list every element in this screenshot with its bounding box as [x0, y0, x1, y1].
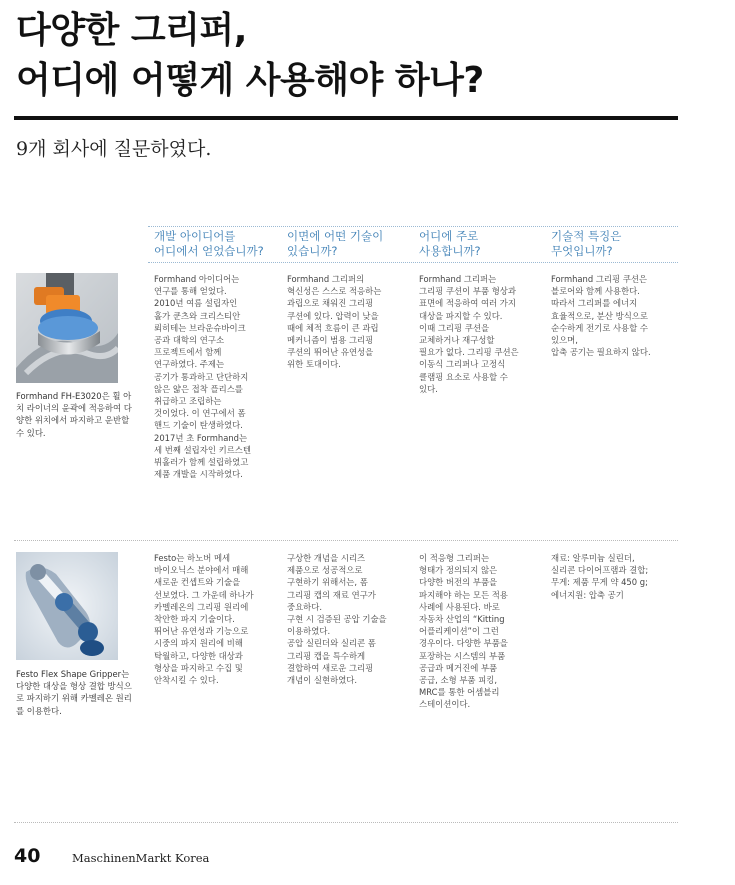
- footer-rule: [14, 822, 678, 823]
- formhand-application-cell: Formhand 그리퍼는 그리핑 쿠션이 부품 형상과 표면에 적응하여 여러 가지 대상을 파지할 수 있다. 이때 그리핑 쿠션을 교체하거나 재구성할 필요가 없다. 그리핑 쿠션은 이동식 그리퍼나 고정식 클램핑 요소로 사용할 수 있다.: [419, 274, 519, 394]
- column-header-features: 기술적 특징은 무엇입니까?: [551, 229, 622, 258]
- row-separator: [14, 540, 678, 541]
- festo-application-cell: 이 적응형 그리퍼는 형태가 정의되지 않은 다양한 버전의 부품을 파지해야 하는 모든 적용 사례에 사용된다. 바로 자동차 산업의 “Kitting 어플리케이션”이 그런 경우이다. 다양한 부품을 포장하는 시스템의 부품 공급과 메거진에 부품 공급, 소형 부품 피킹, MRC를 통한 어셈블리 스테이션이다.: [419, 553, 508, 710]
- festo-technology-cell: 구상한 개념을 시리즈 제품으로 성공적으로 구현하기 위해서는, 폼 그리핑 캡의 재료 연구가 중요하다. 구현 시 검증된 공압 기술을 이용하였다. 공압 실린더와 실리콘 폼 그리핑 캡을 특수하게 결합하여 새로운 그리핑 개념이 실현하였다.: [287, 553, 387, 686]
- formhand-caption: Formhand FH-E3020은 휠 아치 라이너의 윤곽에 적응하여 다양한 위치에서 파지하고 운반할 수 있다.: [16, 391, 132, 438]
- title-line-2: 어디에 어떻게 사용해야 하나?: [16, 60, 484, 101]
- column-header-idea: 개발 아이디어를 어디에서 얻었습니까?: [154, 229, 264, 258]
- column-header-application: 어디에 주로 사용합니까?: [419, 229, 481, 258]
- magazine-name: MaschinenMarkt Korea: [72, 851, 210, 865]
- festo-idea-cell: Festo는 하노버 메세 바이오닉스 분야에서 매해 새로운 컨셉트와 기술을 선보였다. 그 가운데 하나가 카멜레온의 그리핑 원리에 착안한 파지 기술이다. 뛰어난 유연성과 기능으로 시중의 파지 원리에 비해 탁월하고, 다양한 대상과 형상을 파지하고 수집 및 안착시킬 수 있다.: [154, 553, 254, 686]
- article-title: [16, 6, 716, 106]
- festo-gripper-photo: [16, 552, 118, 660]
- header-bottom-rule: [148, 262, 678, 263]
- formhand-technology-cell: Formhand 그리퍼의 혁신성은 스스로 적응하는 과립으로 채워진 그리핑 쿠션에 있다. 압력이 낮을 때에 체적 흐름이 큰 과립 메커니즘이 범용 그리핑 쿠션의 뛰어난 유연성을 위한 토대이다.: [287, 274, 382, 370]
- column-header-technology: 이면에 어떤 기술이 있습니까?: [287, 229, 384, 258]
- article-subtitle: 9개 회사에 질문하였다.: [16, 138, 212, 160]
- title-line-1: 다양한 그리퍼,: [16, 10, 247, 51]
- formhand-features-cell: Formhand 그리핑 쿠션은 블로어와 함께 사용한다. 따라서 그리퍼를 에너지 효율적으로, 분산 방식으로 순수하게 전기로 사용할 수 있으며, 압축 공기는 필요하지 않다.: [551, 274, 651, 358]
- formhand-gripper-photo: [16, 273, 118, 383]
- title-rule: [14, 116, 678, 120]
- page-number: 40: [14, 845, 41, 867]
- header-top-rule: [148, 226, 678, 227]
- formhand-idea-cell: Formhand 아이디어는 연구를 통해 얻었다. 2010년 여름 설립자인 홀가 쿤츠와 크리스티안 뢰히테는 브라운슈바이크 공과 대학의 연구소 프로젝트에서 함께 연구하였다. 주제는 공기가 통과하고 단단하지 않은 얇은 접착 플리스를 취급하고 조립하는 것이었다. 이 연구에서 폼 핸드 기술이 탄생하였다. 2017년 초 Formhand는 세 번째 설립자인 키르스텐 뷔홀러가 함께 설립하였고 제품 개발을 시작하였다.: [154, 274, 251, 480]
- festo-features-cell: 재료: 알루미늄 실린더, 실리콘 다이어프램과 결합; 무게: 제품 무게 약 450 g; 에너지원: 압축 공기: [551, 553, 649, 600]
- festo-caption: Festo Flex Shape Gripper는 다양한 대상을 형상 결합 방식으로 파지하기 위해 카멜레온 원리를 이용한다.: [16, 669, 132, 716]
